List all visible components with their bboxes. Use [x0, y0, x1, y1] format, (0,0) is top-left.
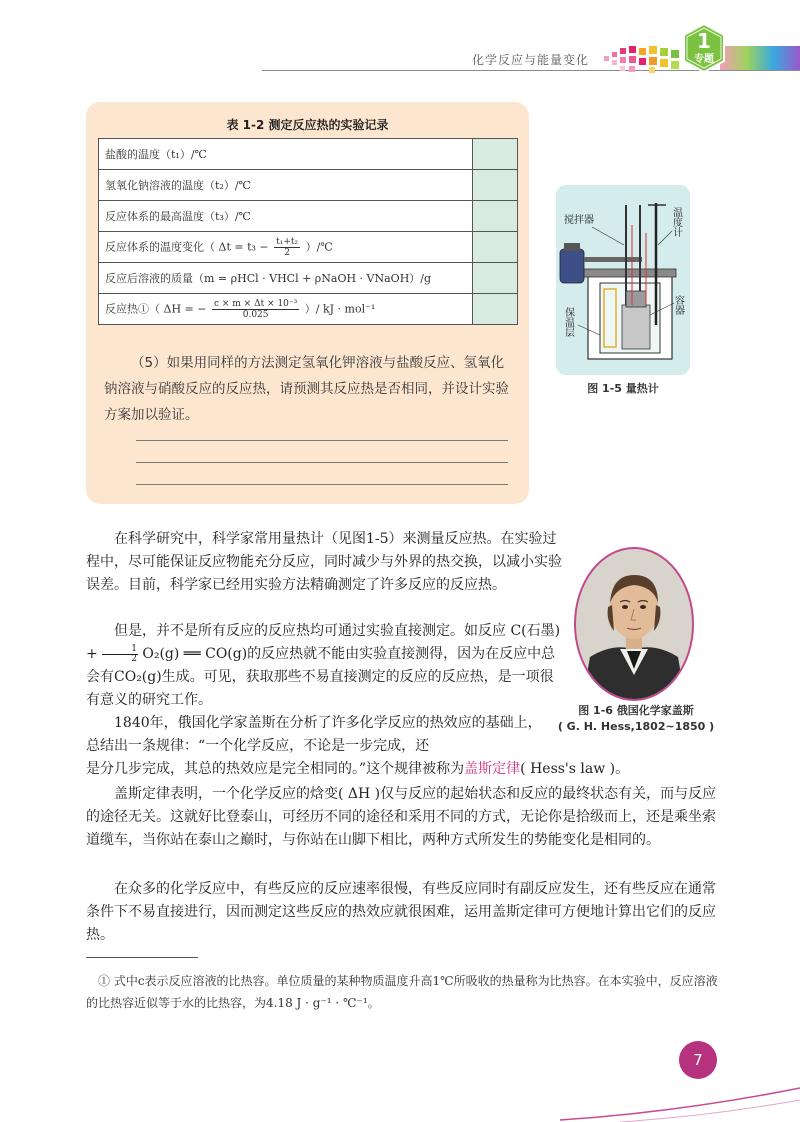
- answer-line[interactable]: [136, 440, 508, 441]
- row-label-suffix: ）/ kJ · mol⁻¹: [304, 302, 376, 315]
- figure-1-6-caption: [556, 703, 716, 735]
- footnote: ① 式中c表示反应溶液的比热容。单位质量的某种物质温度升高1℃所吸收的热量称为比热容。在本实验中，反应溶液的比热容近似等于水的比热容，为4.18 J · g⁻¹ · ℃⁻¹。: [86, 974, 718, 1010]
- figure-1-6-caption-line1: 图 1-6 俄国化学家盖斯: [578, 704, 694, 717]
- row-label-suffix: ）/℃: [305, 240, 333, 253]
- row-label: 氢氧化钠溶液的温度（t₂）/℃: [99, 170, 473, 201]
- row-label-prefix: 反应体系的温度变化（ Δt = t₃ −: [105, 240, 269, 253]
- paragraph-3-text-a: 是分几步完成，其总的热效应是完全相同的。”这个规律被称为: [86, 761, 465, 777]
- fraction-denominator: 2: [131, 653, 137, 664]
- fraction-numerator: c × m × Δt × 10⁻³: [213, 298, 298, 309]
- paragraph-4: 盖斯定律表明，一个化学反应的焓变( ΔH )仅与反应的起始状态和反应的最终状态有关，而与反应的途径无关。这就好比登泰山，可经历不同的途径和采用不同的方式，无论你是拾级而上，还是乘坐索道缆车，当你站在泰山之巅时，与你站在山脚下相比，两种方式所发生的势能变化是相同的。: [86, 786, 717, 848]
- row-label: 反应后溶液的质量（m = ρHCl · VHCl + ρNaOH · VNaOH）/g: [99, 263, 473, 294]
- table-caption: 表 1-2 测定反应热的实验记录: [226, 118, 389, 132]
- fraction-denominator: 2: [284, 247, 290, 258]
- row-label-prefix: 反应热①（ ΔH = −: [105, 302, 207, 315]
- chapter-badge: [678, 22, 730, 74]
- value-cell[interactable]: [473, 232, 518, 263]
- row-label: [99, 232, 473, 263]
- fraction: [212, 299, 299, 320]
- row-label: 盐酸的温度（t₁）/℃: [99, 139, 473, 170]
- paragraph-3-lead: 1840年，俄国化学家盖斯在分析了许多化学反应的热效应的基础上，总结出一条规律：“一个化学反应，不论是一步完成，还: [86, 715, 542, 754]
- hess-portrait: [572, 545, 696, 703]
- paragraph-5: 在众多的化学反应中，有些反应的反应速率很慢，有些反应同时有副反应发生，还有些反应在通常条件下不易直接进行，因而测定这些反应的热效应就很困难，运用盖斯定律可方便地计算出它们的反应热。: [86, 881, 716, 943]
- question-text: （5）如果用同样的方法测定氢氧化钾溶液与盐酸反应、氢氧化钠溶液与硝酸反应的反应热，请预测其反应热是否相同，并设计实验方案加以验证。: [104, 355, 509, 423]
- label-container: 容器: [672, 295, 684, 315]
- answer-line[interactable]: [136, 462, 508, 463]
- table-row: [99, 232, 518, 263]
- paragraph-2: [86, 620, 564, 712]
- label-stirrer: 搅拌器: [564, 215, 594, 226]
- table-row: [99, 263, 518, 294]
- header-dot-pattern: [600, 44, 688, 74]
- paragraph-2-text-a: 但是，并不是所有反应的反应热均可通过实验直接测定。如反应 C(石墨) +: [86, 623, 561, 662]
- calorimeter-illustration: [556, 185, 690, 375]
- chapter-title: 化学反应与能量变化: [472, 53, 590, 67]
- figure-1-6-caption-line2: ( G. H. Hess,1802~1850 ): [557, 720, 715, 733]
- paragraph-3-text-b: ( Hess's law )。: [520, 761, 630, 777]
- label-insulation: 保温层: [562, 307, 574, 337]
- value-cell[interactable]: [473, 201, 518, 232]
- label-thermometer: 温度计: [670, 207, 682, 237]
- paragraph-1: 在科学研究中，科学家常用量热计（见图1-5）来测量反应热。在实验过程中，尽可能保证反应物能充分反应，同时减少与外界的热交换，以减小实验误差。目前，科学家已经用实验方法精确测定了许多反应的反应热。: [86, 531, 562, 593]
- fraction: [274, 237, 300, 258]
- fraction-numerator: 1: [102, 645, 138, 655]
- table-row: [99, 170, 518, 201]
- badge-label: 专题: [694, 54, 714, 65]
- row-label: [99, 294, 473, 325]
- badge-number: 1: [697, 29, 711, 53]
- value-cell[interactable]: [473, 263, 518, 294]
- figure-1-5-caption: 图 1-5 量热计: [587, 382, 659, 395]
- table-row: [99, 294, 518, 325]
- paragraph-3-rest: [86, 758, 718, 781]
- fraction-denominator: 0.025: [242, 309, 269, 320]
- hess-law-term: 盖斯定律: [464, 761, 521, 777]
- experiment-record-table: [98, 138, 518, 325]
- footnote-rule: [86, 957, 198, 958]
- answer-line[interactable]: [136, 484, 508, 485]
- value-cell[interactable]: [473, 170, 518, 201]
- value-cell[interactable]: [473, 294, 518, 325]
- table-row: [99, 201, 518, 232]
- table-row: [99, 139, 518, 170]
- header-gradient-bar: [720, 46, 800, 70]
- paragraph-2-text-b: O₂(g) ══ CO(g)的反应热就不能由实验直接测得，因为在反应中总会有CO₂(g)生成。可见，获取那些不易直接测定的反应的反应热，是一项很有意义的研究工作。: [86, 646, 556, 708]
- row-label: 反应体系的最高温度（t₃）/℃: [99, 201, 473, 232]
- value-cell[interactable]: [473, 139, 518, 170]
- fraction-numerator: t₁+t₂: [276, 236, 299, 247]
- fraction-one-half: [102, 645, 138, 664]
- page-number: 7: [679, 1041, 717, 1079]
